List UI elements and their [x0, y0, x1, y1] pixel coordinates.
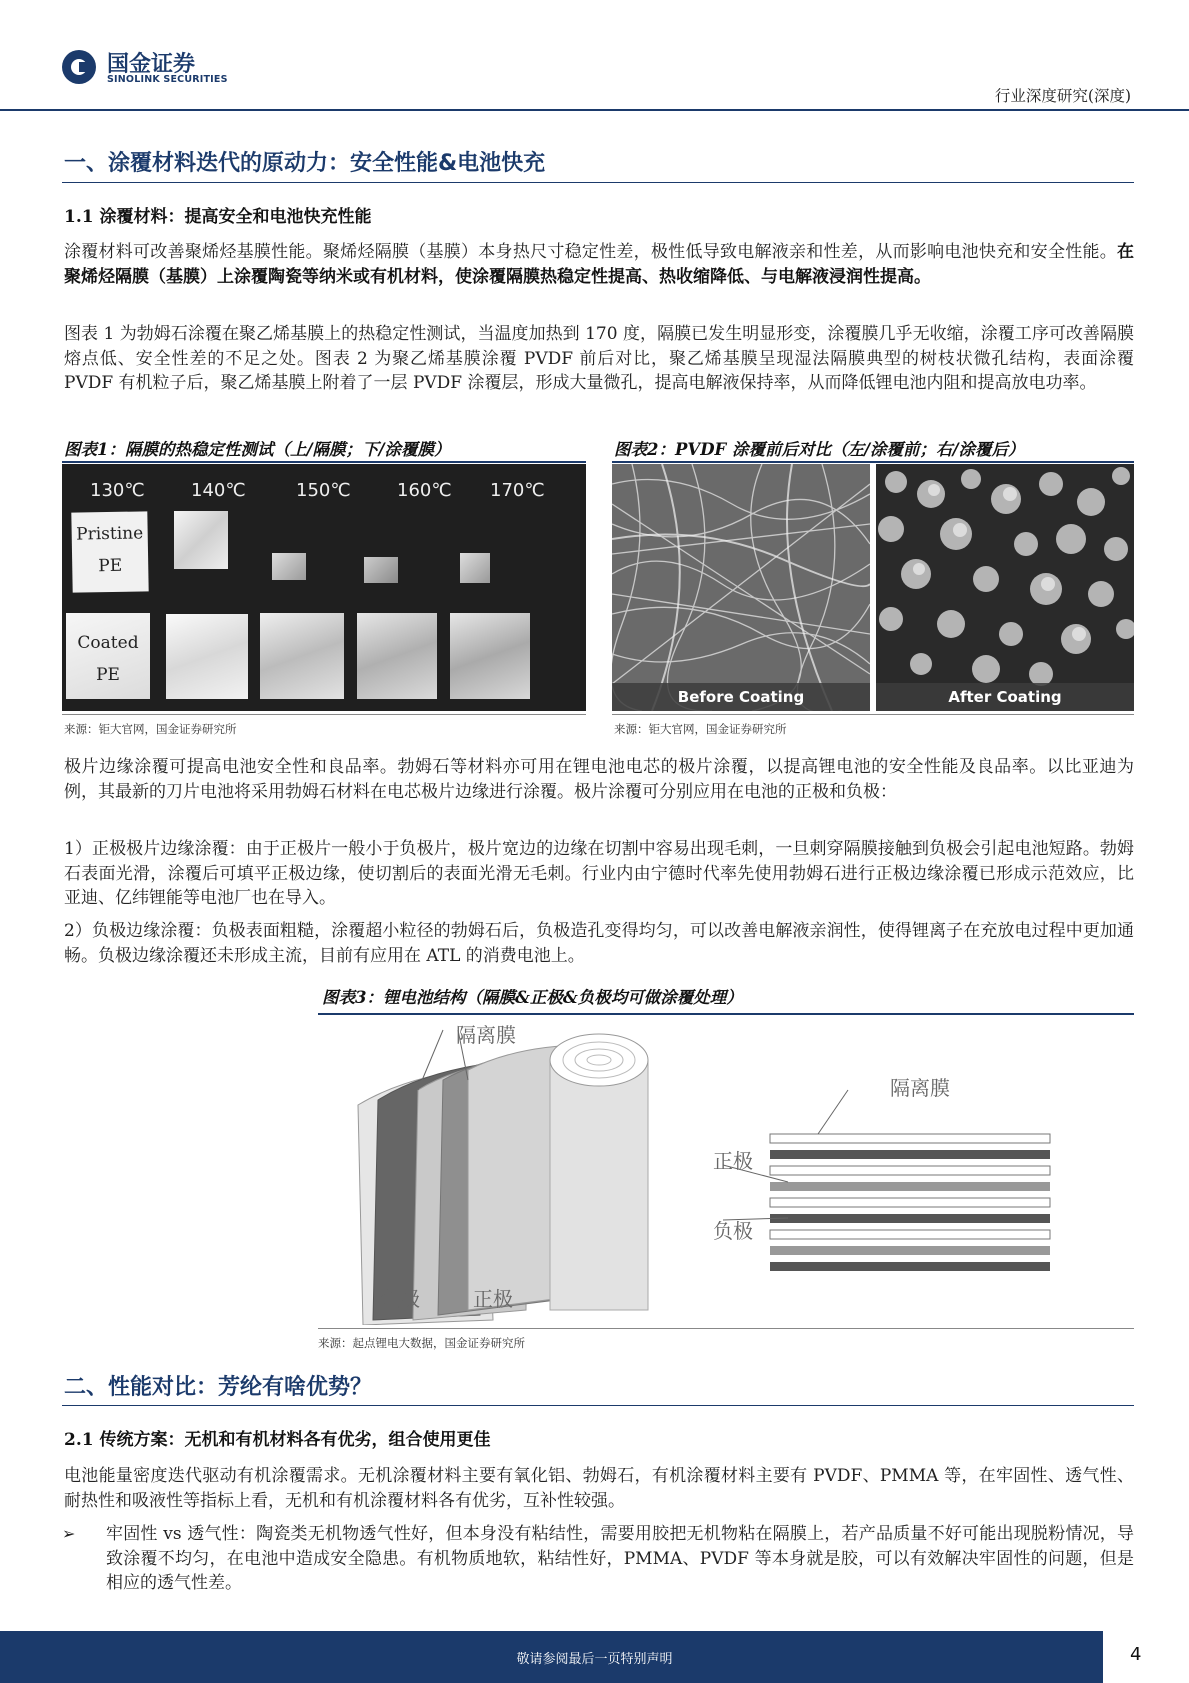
temp-label: 170℃ [490, 480, 545, 501]
figure-1-caption: 图表1：隔膜的热稳定性测试（上/隔膜；下/涂覆膜） [64, 440, 451, 459]
logo-name-en: SINOLINK SECURITIES [107, 74, 228, 85]
swatch-label: PE [96, 665, 120, 685]
paragraph-6: 电池能量密度迭代驱动有机涂覆需求。无机涂覆材料主要有氧化铝、勃姆石，有机涂覆材料主要有 PVDF、PMMA 等，在牢固性、透气性、耐热性和吸液性等指标上看，无机和有机涂覆材料各有优劣，互补性较强。 [64, 1466, 1134, 1511]
stack-separator [770, 1134, 1050, 1143]
paragraph-1 [64, 240, 1134, 289]
coated-swatch-160 [357, 613, 437, 699]
temp-label: 160℃ [397, 480, 452, 501]
before-coating-label: Before Coating [612, 683, 870, 711]
coated-pe-swatch [66, 613, 150, 699]
figure-1-caption-line [62, 461, 586, 463]
report-type: 行业深度研究(深度) [994, 87, 1131, 105]
header-divider [0, 109, 1189, 111]
figure-3-source-line [318, 1328, 1134, 1329]
sem-before-coating [612, 464, 870, 711]
pristine-pe-swatch [71, 511, 148, 592]
paragraph-3: 极片边缘涂覆可提高电池安全性和良品率。勃姆石等材料亦可用在锂电池电芯的极片涂覆，以提高锂电池的安全性能及良品率。以比亚迪为例，其最新的刀片电池将采用勃姆石材料在电芯极片边缘进行涂覆。极片涂覆可分别应用在电池的正极和负极： [64, 757, 1134, 802]
figure-2-caption: 图表2：PVDF 涂覆前后对比（左/涂覆前；右/涂覆后） [614, 440, 1025, 459]
figure-2-source-line [612, 714, 1134, 715]
figure-1-source: 来源：钜大官网，国金证券研究所 [64, 722, 237, 736]
particle-texture [876, 464, 1134, 711]
footer-disclaimer: 敬请参阅最后一页特别声明 [516, 1652, 673, 1667]
paragraph-1-bold: 在聚烯烃隔膜（基膜）上涂覆陶瓷等纳米或有机材料，使涂覆隔膜热稳定性提高、热收缩降低、与电解液浸润性提高。 [64, 242, 1134, 287]
coated-swatch-150 [260, 613, 344, 699]
page-number: 4 [1130, 1644, 1142, 1665]
pe-swatch-140 [174, 511, 228, 569]
swatch-label: Coated [77, 633, 139, 653]
thermal-test-photo [62, 464, 586, 711]
figure-2-caption-line [612, 461, 1134, 463]
section-1-divider [62, 182, 1134, 183]
left-negative-label: 负极 [380, 1287, 420, 1311]
temp-label: 140℃ [191, 480, 246, 501]
paragraph-2: 图表 1 为勃姆石涂覆在聚乙烯基膜上的热稳定性测试，当温度加热到 170 度，隔膜已发生明显形变，涂覆膜几乎无收缩，涂覆工序可改善隔膜熔点低、安全性差的不足之处。图表 2 为聚乙烯基膜涂覆 PVDF 前后对比，聚乙烯基膜呈现湿法隔膜典型的树枝状微孔结构，表面涂覆 PVDF 有机粒子后，聚乙烯基膜上附着了一层 PVDF 涂覆层，形成大量微孔，提高电解液保持率，从而降低锂电池内阻和提高放电功率。 [64, 324, 1134, 393]
swatch-label: Pristine [76, 523, 144, 545]
logo-name-cn: 国金证券 [107, 52, 196, 77]
figure-3-source: 来源：起点锂电大数据，国金证券研究所 [318, 1336, 525, 1350]
stack-positive [770, 1246, 1050, 1255]
pe-swatch-170 [460, 553, 490, 583]
swatch-label: PE [98, 555, 123, 577]
stack-negative [770, 1150, 1050, 1159]
bullet-arrow-icon: ➢ [62, 1524, 76, 1543]
right-separator-label: 隔离膜 [890, 1076, 950, 1100]
figure-3-caption: 图表3：锂电池结构（隔膜&正极&负极均可做涂覆处理） [322, 988, 743, 1007]
logo-mark-icon [62, 50, 96, 84]
temp-label: 130℃ [90, 480, 145, 501]
page-number-box [1103, 1631, 1189, 1683]
subsection-2-1-title: 2.1 传统方案：无机和有机材料各有优劣，组合使用更佳 [64, 1430, 491, 1450]
figure-2-source: 来源：钜大官网，国金证券研究所 [614, 722, 787, 736]
paragraph-5: 2）负极边缘涂覆：负极表面粗糙，涂覆超小粒径的勃姆石后，负极造孔变得均匀，可以改善电解液亲润性，使得锂离子在充放电过程中更加通畅。负极边缘涂覆还未形成主流，目前有应用在 ATL 的消费电池上。 [64, 921, 1134, 966]
bullet-1-text: 牢固性 vs 透气性：陶瓷类无机物透气性好，但本身没有粘结性，需要用胶把无机物粘在隔膜上，若产品质量不好可能出现脱粉情况，导致涂覆不均匀，在电池中造成安全隐患。有机物质地软，粘结性好，PMMA、PVDF 等本身就是胶，可以有效解决牢固性的问题，但是相应的透气性差。 [106, 1524, 1134, 1593]
right-positive-label: 正极 [713, 1149, 753, 1173]
section-1-title: 一、涂覆材料迭代的原动力：安全性能&电池快充 [64, 151, 546, 176]
stack-separator [770, 1230, 1050, 1239]
paragraph-4: 1）正极极片边缘涂覆：由于正极片一般小于负极片，极片宽边的边缘在切割中容易出现毛刺，一旦刺穿隔膜接触到负极会引起电池短路。勃姆石表面光滑，涂覆后可填平正极边缘，使切割后的表面光滑无毛刺。行业内由宁德时代率先使用勃姆石进行正极边缘涂覆已形成示范效应，比亚迪、亿纬锂能等电池厂也在导入。 [64, 839, 1134, 908]
temp-label: 150℃ [296, 480, 351, 501]
sem-after-coating [876, 464, 1134, 711]
stack-positive [770, 1182, 1050, 1191]
after-coating-label: After Coating [876, 683, 1134, 711]
section-2-title: 二、性能对比：芳纶有啥优势？ [64, 1375, 373, 1400]
left-separator-label: 隔离膜 [456, 1023, 516, 1047]
paragraph-1-normal: 涂覆材料可改善聚烯烃基膜性能。聚烯烃隔膜（基膜）本身热尺寸稳定性差，极性低导致电解液亲和性差，从而影响电池快充和安全性能。 [64, 242, 1117, 262]
coated-swatch-170 [450, 613, 530, 699]
pe-swatch-160 [364, 557, 398, 583]
stack-separator [770, 1198, 1050, 1207]
roll-body [550, 1060, 648, 1310]
stack-negative [770, 1262, 1050, 1271]
battery-structure-diagram [318, 1020, 1134, 1325]
coated-swatch-140 [166, 614, 248, 699]
figure-1-source-line [62, 714, 586, 715]
left-positive-label: 正极 [473, 1287, 513, 1311]
fiber-texture [612, 464, 870, 711]
right-negative-label: 负极 [713, 1219, 753, 1243]
subsection-1-1-title: 1.1 涂覆材料：提高安全和电池快充性能 [64, 207, 372, 227]
stack-separator [770, 1166, 1050, 1175]
pe-swatch-150 [272, 553, 306, 580]
section-2-divider [62, 1405, 1134, 1406]
figure-3-caption-line [318, 1013, 1134, 1015]
stack-negative [770, 1214, 1050, 1223]
